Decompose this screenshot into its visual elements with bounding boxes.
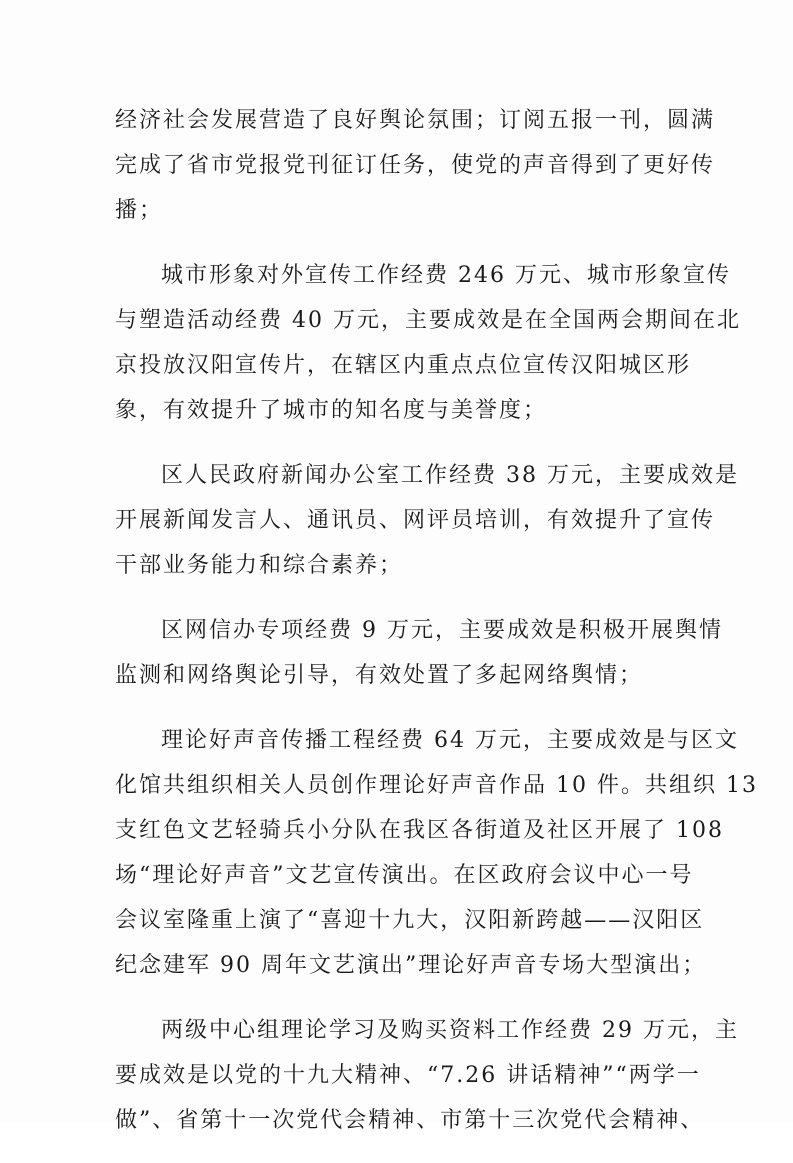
- text-line: 区人民政府新闻办公室工作经费 38 万元，主要成效是: [161, 463, 739, 488]
- text-line: 支红色文艺轻骑兵小分队在我区各街道及社区开展了 108: [115, 818, 724, 843]
- text-line: 区网信办专项经费 9 万元，主要成效是积极开展舆情: [161, 618, 723, 643]
- text-line: 干部业务能力和综合素养；: [115, 553, 404, 578]
- text-line: 要成效是以党的十九大精神、“7.26 讲话精神”“两学一: [115, 1063, 701, 1088]
- text-line: 做”、省第十一次党代会精神、市第十三次党代会精神、: [115, 1108, 705, 1133]
- paragraph-cyberspace-office: [115, 608, 723, 698]
- document-body: [115, 98, 758, 1163]
- text-line: 两级中心组理论学习及购买资料工作经费 29 万元，主: [161, 1018, 739, 1043]
- paragraph-press-office: [115, 453, 739, 588]
- text-line: 京投放汉阳宣传片，在辖区内重点点位宣传汉阳城区形: [115, 353, 692, 378]
- text-line: 象，有效提升了城市的知名度与美誉度；: [115, 398, 548, 423]
- paragraph-city-image-publicity: [115, 253, 741, 433]
- paragraph-continuation: [115, 98, 716, 233]
- text-line: 经济社会发展营造了良好舆论氛围；订阅五报一刊，圆满: [115, 108, 716, 133]
- text-line: 场“理论好声音”文艺宣传演出。在区政府会议中心一号: [115, 863, 694, 888]
- text-line: 化馆共组织相关人员创作理论好声音作品 10 件。共组织 13: [115, 773, 758, 798]
- text-line: 完成了省市党报党刊征订任务，使党的声音得到了更好传: [115, 153, 716, 178]
- text-line: 会议室隆重上演了“喜迎十九大，汉阳新跨越——汉阳区: [115, 908, 705, 933]
- text-line: 与塑造活动经费 40 万元，主要成效是在全国两会期间在北: [115, 308, 741, 333]
- paragraph-theory-voice-project: [115, 718, 758, 988]
- text-line: 播；: [115, 198, 164, 223]
- text-line: 纪念建军 90 周年文艺演出”理论好声音专场大型演出；: [115, 953, 707, 978]
- text-line: 开展新闻发言人、通讯员、网评员培训，有效提升了宣传: [115, 508, 716, 533]
- text-line: 理论好声音传播工程经费 64 万元，主要成效是与区文: [161, 728, 739, 753]
- text-line: 城市形象对外宣传工作经费 246 万元、城市形象宣传: [161, 263, 731, 288]
- text-line: 监测和网络舆论引导，有效处置了多起网络舆情；: [115, 663, 644, 688]
